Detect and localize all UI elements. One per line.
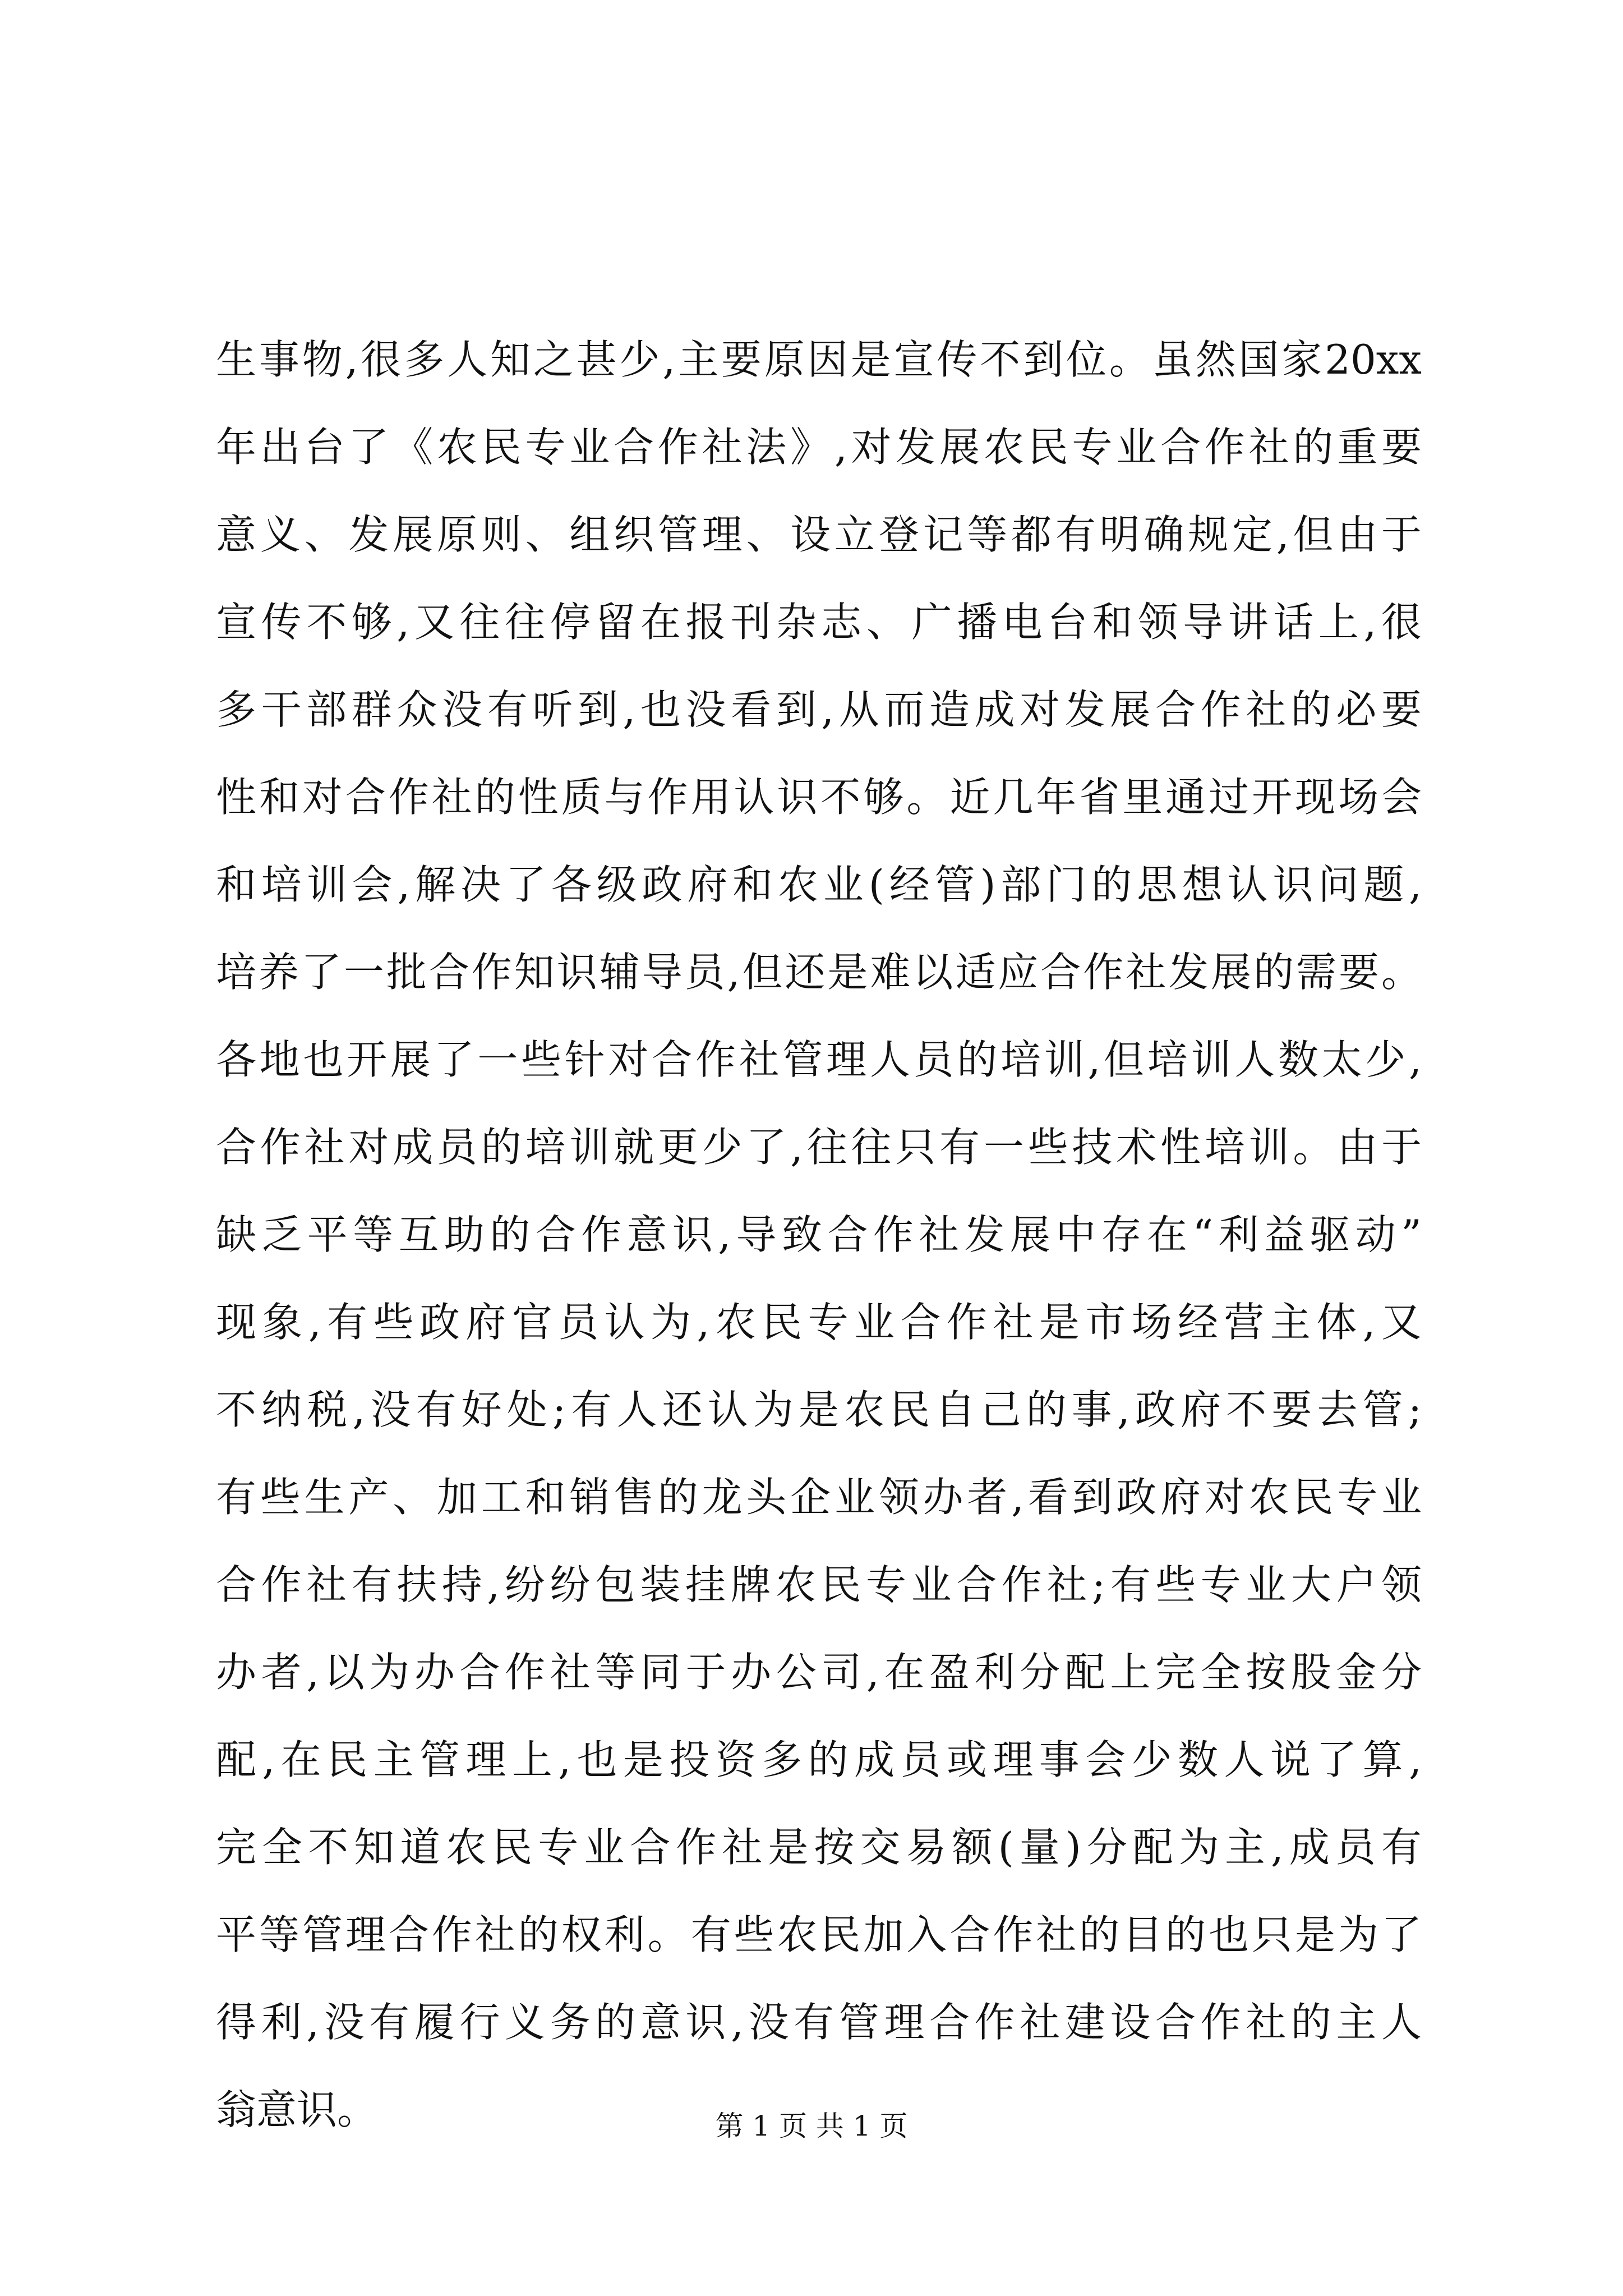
text-line: 完全不知道农民专业合作社是按交易额(量)分配为主,成员有 bbox=[216, 1824, 1422, 1871]
text-line: 合作社有扶持,纷纷包装挂牌农民专业合作社;有些专业大户领 bbox=[216, 1561, 1422, 1608]
body-paragraph bbox=[216, 316, 1422, 2154]
text-line: 配,在民主管理上,也是投资多的成员或理事会少数人说了算, bbox=[216, 1736, 1422, 1783]
text-line: 多干部群众没有听到,也没看到,从而造成对发展合作社的必要 bbox=[216, 686, 1422, 733]
text-line: 缺乏平等互助的合作意识,导致合作社发展中存在“利益驱动” bbox=[216, 1211, 1422, 1258]
text-line: 意义、发展原则、组织管理、设立登记等都有明确规定,但由于 bbox=[216, 511, 1422, 558]
text-line: 各地也开展了一些针对合作社管理人员的培训,但培训人数太少, bbox=[216, 1036, 1422, 1083]
text-line: 不纳税,没有好处;有人还认为是农民自己的事,政府不要去管; bbox=[216, 1386, 1422, 1433]
page-footer bbox=[0, 2106, 1623, 2146]
text-line: 培养了一批合作知识辅导员,但还是难以适应合作社发展的需要。 bbox=[216, 949, 1422, 996]
text-line: 得利,没有履行义务的意识,没有管理合作社建设合作社的主人 bbox=[216, 1999, 1422, 2046]
text-line: 生事物,很多人知之甚少,主要原因是宣传不到位。虽然国家20xx bbox=[216, 336, 1422, 383]
text-line: 和培训会,解决了各级政府和农业(经管)部门的思想认识问题, bbox=[216, 861, 1422, 908]
text-line: 年出台了《农民专业合作社法》,对发展农民专业合作社的重要 bbox=[216, 424, 1422, 471]
text-line: 性和对合作社的性质与作用认识不够。近几年省里通过开现场会 bbox=[216, 774, 1422, 821]
text-line: 合作社对成员的培训就更少了,往往只有一些技术性培训。由于 bbox=[216, 1124, 1422, 1171]
text-line: 办者,以为办合作社等同于办公司,在盈利分配上完全按股金分 bbox=[216, 1649, 1422, 1696]
text-line: 有些生产、加工和销售的龙头企业领办者,看到政府对农民专业 bbox=[216, 1474, 1422, 1521]
text-line: 翁意识。 bbox=[216, 2086, 378, 2133]
text-line: 宣传不够,又往往停留在报刊杂志、广播电台和领导讲话上,很 bbox=[216, 599, 1422, 646]
page-number: 第 1 页 共 1 页 bbox=[715, 2110, 908, 2142]
text-line: 现象,有些政府官员认为,农民专业合作社是市场经营主体,又 bbox=[216, 1299, 1422, 1346]
text-line: 平等管理合作社的权利。有些农民加入合作社的目的也只是为了 bbox=[216, 1911, 1422, 1958]
